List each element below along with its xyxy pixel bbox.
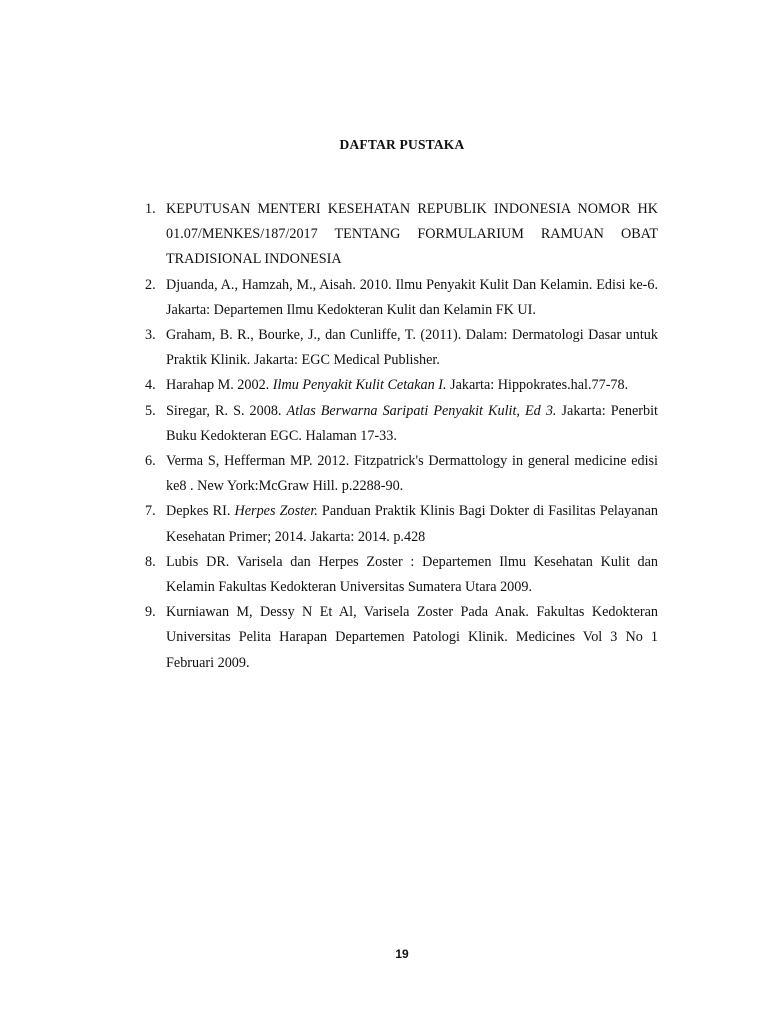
reference-title-italic: Herpes Zoster. <box>234 503 318 520</box>
reference-item <box>145 373 658 398</box>
reference-text <box>166 197 658 273</box>
reference-text <box>166 373 658 398</box>
reference-item <box>145 449 658 499</box>
reference-item <box>145 600 658 676</box>
reference-text-segment: Depkes RI. <box>166 503 235 520</box>
page-number: 19 <box>395 947 409 961</box>
reference-text-segment: Jakarta: Hippokrates.hal.77-78. <box>446 377 629 394</box>
reference-text-segment: Panduan Praktik Klinis Bagi Dokter di Fasilitas Pelayanan Kesehatan Primer; 2014. Jakarta: 2014. p.428 <box>166 503 658 545</box>
reference-item <box>145 399 658 449</box>
reference-number: 8. <box>145 553 156 570</box>
reference-text-segment: Harahap M. 2002. <box>166 377 273 394</box>
reference-item <box>145 323 658 373</box>
reference-text-segment: Siregar, R. S. 2008. <box>166 402 287 419</box>
reference-list <box>145 197 658 676</box>
reference-text <box>166 550 658 600</box>
reference-text <box>166 600 658 676</box>
reference-number: 3. <box>145 327 156 344</box>
reference-item <box>145 499 658 549</box>
reference-number: 9. <box>145 604 156 621</box>
reference-text-segment: Verma S, Hefferman MP. 2012. Fitzpatrick's Dermattology in general medicine edisi ke8 . New York:McGraw Hill. p.2288-90. <box>166 453 658 495</box>
reference-text <box>166 323 658 373</box>
reference-number: 1. <box>145 201 156 217</box>
reference-item <box>145 273 658 323</box>
reference-text-segment: Lubis DR. Varisela dan Herpes Zoster : Departemen Ilmu Kesehatan Kulit dan Kelamin Fakultas Kedokteran Universitas Sumatera Utara 2009. <box>166 553 658 596</box>
reference-text <box>166 399 658 449</box>
reference-title-italic: Atlas Berwarna Saripati Penyakit Kulit, Ed 3. <box>286 402 557 419</box>
reference-number: 4. <box>145 377 156 394</box>
reference-number: 2. <box>145 276 156 293</box>
reference-text-segment: KEPUTUSAN MENTERI KESEHATAN REPUBLIK INDONESIA NOMOR HK 01.07/MENKES/187/2017 TENTANG FORMULARIUM RAMUAN OBAT TRADISIONAL INDONESIA <box>166 201 658 268</box>
reference-text-segment: Kurniawan M, Dessy N Et Al, Varisela Zoster Pada Anak. Fakultas Kedokteran Universitas Pelita Harapan Departemen Patologi Klinik. Medicines Vol 3 No 1 Februari 2009. <box>166 604 658 671</box>
reference-text <box>166 273 658 323</box>
reference-number: 6. <box>145 453 156 470</box>
reference-text-segment: Graham, B. R., Bourke, J., dan Cunliffe, T. (2011). Dalam: Dermatologi Dasar untuk Praktik Klinik. Jakarta: EGC Medical Publisher. <box>166 327 658 369</box>
reference-number: 5. <box>145 402 156 419</box>
page-title: DAFTAR PUSTAKA <box>339 137 465 152</box>
reference-title-italic: Ilmu Penyakit Kulit Cetakan I. <box>272 377 447 394</box>
reference-text-segment: Djuanda, A., Hamzah, M., Aisah. 2010. Ilmu Penyakit Kulit Dan Kelamin. Edisi ke-6. Jakarta: Departemen Ilmu Kedokteran Kulit dan Kelamin FK UI. <box>166 276 658 318</box>
reference-item <box>145 197 658 273</box>
reference-number: 7. <box>145 503 156 520</box>
reference-item <box>145 550 658 600</box>
reference-text <box>166 449 658 499</box>
reference-text <box>166 499 658 549</box>
reference-text-segment: Jakarta: Penerbit Buku Kedokteran EGC. Halaman 17-33. <box>166 402 658 444</box>
